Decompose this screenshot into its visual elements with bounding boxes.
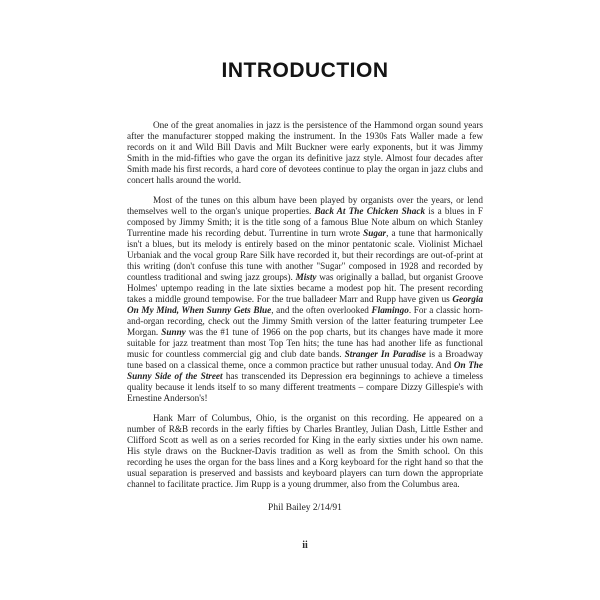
page-title: INTRODUCTION (221, 59, 389, 82)
song-title: Misty (295, 272, 317, 282)
song-title: Flamingo (371, 305, 409, 315)
paragraph: Most of the tunes on this album have been played by organists over the years, or lend themselves well to the organ's unique properties. Back At The Chicken Shack is a blues in F composed by Jimmy Smith; it is the title song of a famous Blue Note album on which Stanley Turrentine made his recording debut. Turrentine in turn wrote Sugar, a tune that harmonically isn't a blues, but its melody is entirely based on the minor pentatonic scale. Violinist Michael Urbaniak and the vocal group Rare Silk have recorded it, but their recordings are out-of-print at this writing (don't confuse this tune with another "Sugar" composed in 1928 and recorded by countless traditional and swing jazz groups). Misty was originally a ballad, but organist Groove Holmes' uptempo reading in the late sixties became a modest pop hit. The present recording takes a middle ground tempowise. For the true balladeer Marr and Rupp have given us Georgia On My Mind, When Sunny Gets Blue, and the often overlooked Flamingo. For a classic horn-and-organ recording, check out the Jimmy Smith version of the latter featuring trumpeter Lee Morgan. Sunny was the #1 tune of 1966 on the pop charts, but its changes have made it more suitable for jazz treatment than most Top Ten hits; the tune has had another life as functional music for countless commercial gig and club date bands. Stranger In Paradise is a Broadway tune based on a classical theme, once a common practice but rather unusual today. And On The Sunny Side of the Street has transcended its Depression era beginnings to achieve a timeless quality because it lends itself to so many different treatments – compare Dizzy Gillespie's with Ernestine Anderson's! (127, 195, 484, 403)
paragraph: One of the great anomalies in jazz is the persistence of the Hammond organ sound years after the manufacturer stopped making the instrument. In the 1930s Fats Waller made a few records on it and Wild Bill Davis and Milt Buckner were early exponents, but it was Jimmy Smith in the mid-fifties who gave the organ its definitive jazz style. Almost four decades after Smith made his first records, a hard core of devotees continue to play the organ in jazz clubs and concert halls around the world. (127, 120, 483, 185)
song-title: Back At The Chicken Shack (314, 206, 426, 216)
song-title: Georgia On My Mind, When Sunny Gets Blue (127, 294, 483, 315)
song-title: Sugar (363, 228, 387, 238)
text-column (127, 60, 483, 513)
paragraph: Hank Marr of Columbus, Ohio, is the organist on this recording. He appeared on a number of R&B records in the early fifties by Charles Brantley, Julian Dash, Little Esther and Clifford Scott as well as on a series recorded for King in the early sixties under his own name. His style draws on the Buckner-Davis tradition as well as from the Smith school. On this recording he uses the organ for the bass lines and a Korg keyboard for the right hand so that the usual separation is preserved and bassists and keyboard players can turn down the appropriate channel to facilitate practice. Jim Rupp is a young drummer, also from the Columbus area. (127, 413, 483, 489)
signature-line: Phil Bailey 2/14/91 (268, 503, 342, 513)
page-number: ii (302, 540, 308, 551)
song-title: Sunny (161, 327, 186, 337)
song-title: On The Sunny Side of the Street (127, 360, 483, 381)
body-text (127, 120, 483, 490)
song-title: Stranger In Paradise (344, 349, 426, 359)
